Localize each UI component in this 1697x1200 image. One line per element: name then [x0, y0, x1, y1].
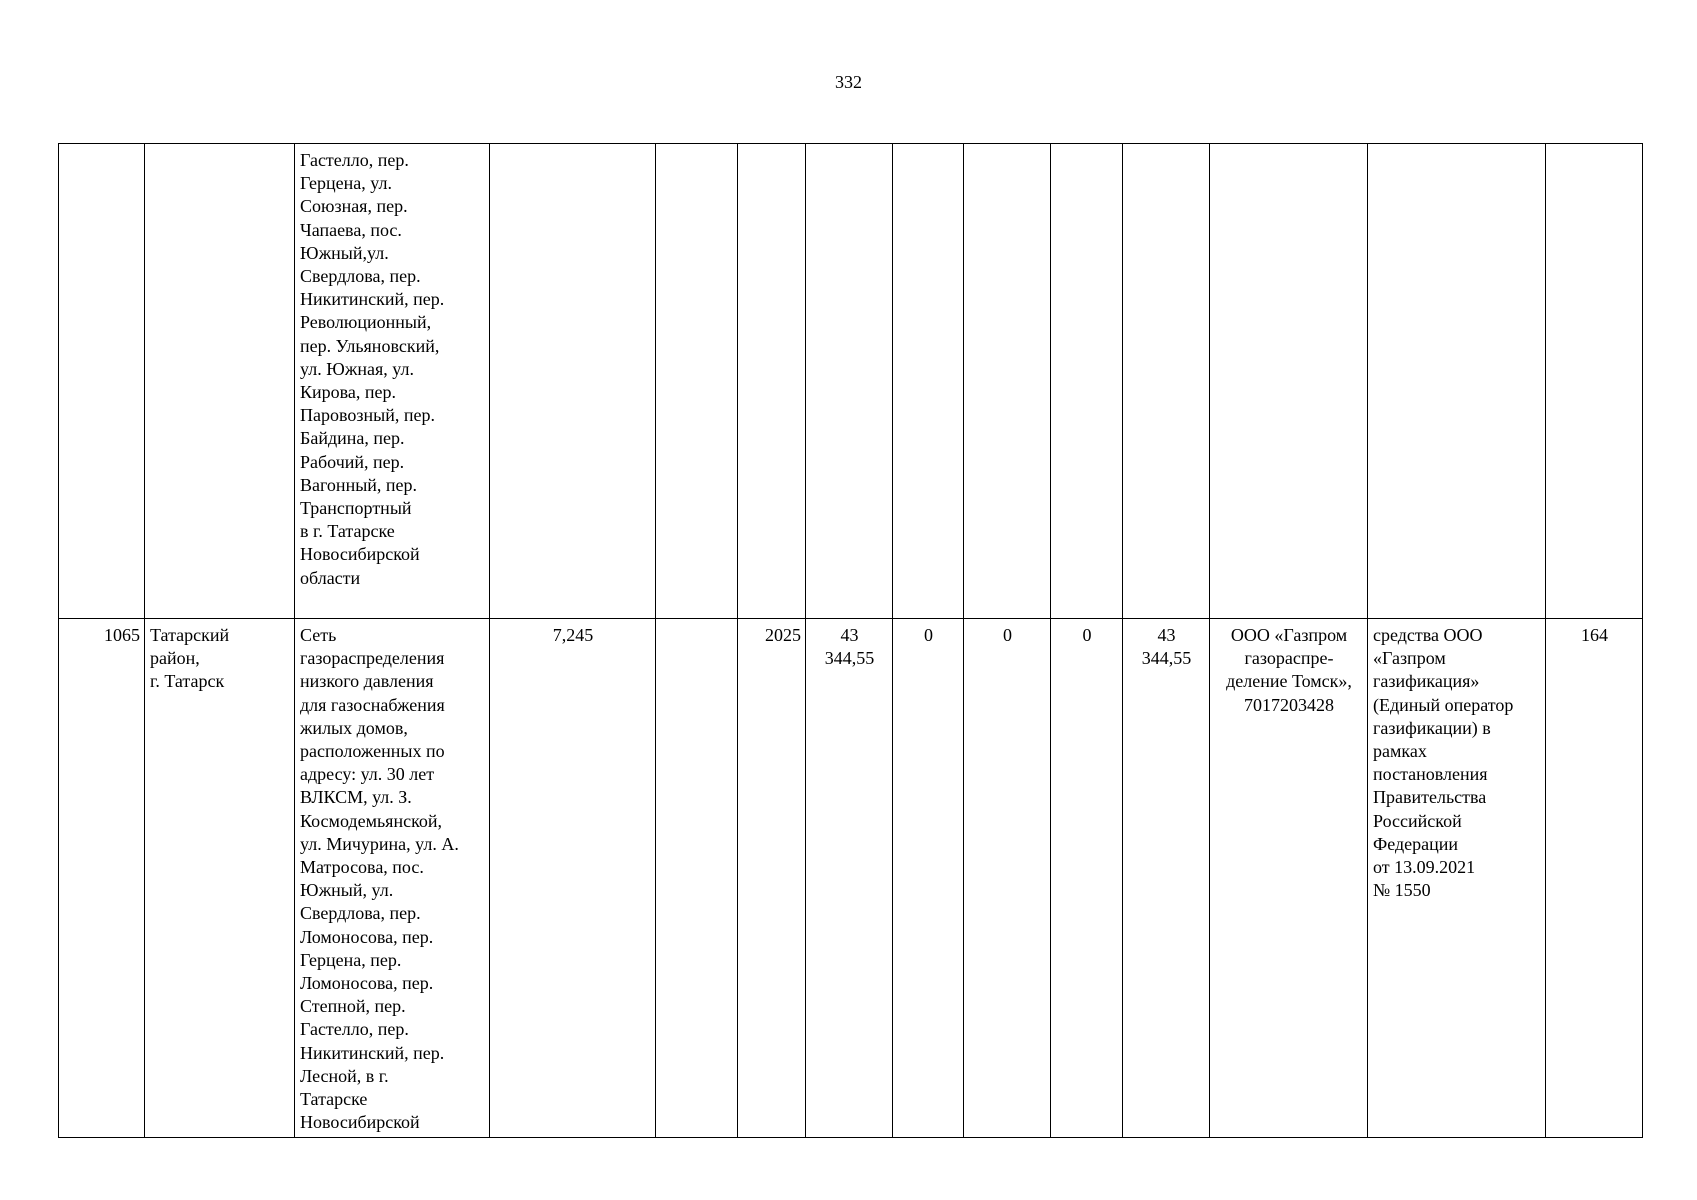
cell-executor: [1210, 619, 1368, 1138]
cell-col-a: [893, 144, 964, 619]
description-line: Ломоносова, пер.: [300, 926, 434, 947]
description-line: Свердлова, пер.: [300, 903, 421, 924]
cell-col-a: 0: [893, 619, 964, 1138]
page-number: 332: [835, 72, 862, 92]
description-line: жилых домов,: [300, 717, 408, 738]
description-line: Южный, ул.: [300, 880, 394, 901]
cell-empty: [656, 144, 738, 619]
cell-col-c: [1051, 144, 1123, 619]
cell-col-b: [964, 144, 1051, 619]
description-line: для газоснабжения: [300, 694, 445, 715]
description-line: Транспортный: [300, 498, 412, 519]
cell-empty: [656, 619, 738, 1138]
cell-location: [145, 619, 295, 1138]
source-line: газификация»: [1373, 671, 1480, 692]
cell-cost-own: [1123, 619, 1210, 1138]
executor-line: ООО «Газпром: [1230, 625, 1348, 645]
description-line: Союзная, пер.: [300, 196, 408, 217]
description-line: Байдина, пер.: [300, 428, 405, 449]
source-line: Федерации: [1373, 833, 1459, 854]
source-line: «Газпром: [1373, 648, 1446, 669]
description-line: Чапаева, пос.: [300, 219, 402, 240]
description-line: Кирова, пер.: [300, 382, 397, 403]
description-line: Космодемьянской,: [300, 810, 443, 831]
description-line: ВЛКСМ, ул. З.: [300, 787, 412, 808]
description-line: Татарске: [300, 1089, 368, 1110]
description-line: Степной, пер.: [300, 996, 406, 1017]
description-line: ул. Мичурина, ул. А.: [300, 833, 459, 854]
description-line: области: [300, 567, 361, 588]
description-line: Свердлова, пер.: [300, 266, 421, 287]
description-line: Матросова, пос.: [300, 857, 424, 878]
cell-cost-own: [1123, 144, 1210, 619]
source-line: средства ООО: [1373, 625, 1483, 645]
description-line: расположенных по: [300, 741, 445, 762]
description-line: газораспределения: [300, 648, 445, 669]
table-row: [59, 144, 1643, 619]
cell-total-cost: [806, 144, 893, 619]
description-line: Герцена, пер.: [300, 949, 402, 970]
cell-year: [738, 144, 806, 619]
cell-number: [59, 144, 145, 619]
total-cost-line: 344,55: [824, 648, 875, 669]
source-line: Правительства: [1373, 787, 1487, 808]
description-line: Гастелло, пер.: [300, 1019, 409, 1040]
cell-last: 164: [1546, 619, 1643, 1138]
description-line: ул. Южная, ул.: [300, 358, 414, 379]
description-line: Новосибирской: [300, 544, 420, 565]
executor-line: газораспре-: [1244, 648, 1334, 669]
cost-own-line: 344,55: [1141, 648, 1192, 669]
description-line: пер. Ульяновский,: [300, 335, 440, 356]
description-line: Герцена, ул.: [300, 173, 392, 194]
location-line: район,: [150, 648, 200, 669]
cell-number: 1065: [59, 619, 145, 1138]
cost-own-line: 43: [1157, 625, 1176, 645]
description-line: адресу: ул. 30 лет: [300, 764, 435, 785]
executor-line: деление Томск»,: [1226, 671, 1352, 692]
cell-last: [1546, 144, 1643, 619]
description-line: Никитинский, пер.: [300, 1042, 445, 1063]
description-line: Никитинский, пер.: [300, 289, 445, 310]
description-line: Новосибирской: [300, 1112, 420, 1133]
table-row: [59, 619, 1643, 1138]
cell-source: [1368, 144, 1546, 619]
executor-line: 7017203428: [1244, 694, 1334, 715]
cell-location: [145, 144, 295, 619]
source-line: № 1550: [1373, 880, 1431, 901]
description-line: Сеть: [300, 625, 337, 645]
location-line: Татарский: [150, 625, 230, 645]
cell-total-cost: [806, 619, 893, 1138]
description-line: Рабочий, пер.: [300, 451, 405, 472]
cell-executor: [1210, 144, 1368, 619]
cell-length: 7,245: [490, 619, 656, 1138]
cell-source: [1368, 619, 1546, 1138]
cell-col-c: 0: [1051, 619, 1123, 1138]
description-line: Гастелло, пер.: [300, 150, 409, 170]
source-line: рамках: [1373, 741, 1427, 762]
description-line: Лесной, в г.: [300, 1065, 389, 1086]
cell-col-b: 0: [964, 619, 1051, 1138]
source-line: Российской: [1373, 810, 1462, 831]
cell-length: [490, 144, 656, 619]
description-line: Ломоносова, пер.: [300, 973, 434, 994]
description-line: в г. Татарске: [300, 521, 395, 542]
description-line: Вагонный, пер.: [300, 474, 418, 495]
cell-description: [295, 619, 490, 1138]
source-line: постановления: [1373, 764, 1488, 785]
description-line: низкого давления: [300, 671, 434, 692]
description-line: Паровозный, пер.: [300, 405, 435, 426]
description-line: Революционный,: [300, 312, 432, 333]
cell-description: [295, 144, 490, 619]
cell-year: 2025: [738, 619, 806, 1138]
gasification-table: [58, 143, 1643, 1138]
source-line: газификации) в: [1373, 717, 1491, 738]
source-line: (Единый оператор: [1373, 694, 1514, 715]
total-cost-line: 43: [840, 625, 859, 645]
location-line: г. Татарск: [150, 671, 225, 692]
description-line: Южный,ул.: [300, 242, 389, 263]
source-line: от 13.09.2021: [1373, 857, 1476, 878]
